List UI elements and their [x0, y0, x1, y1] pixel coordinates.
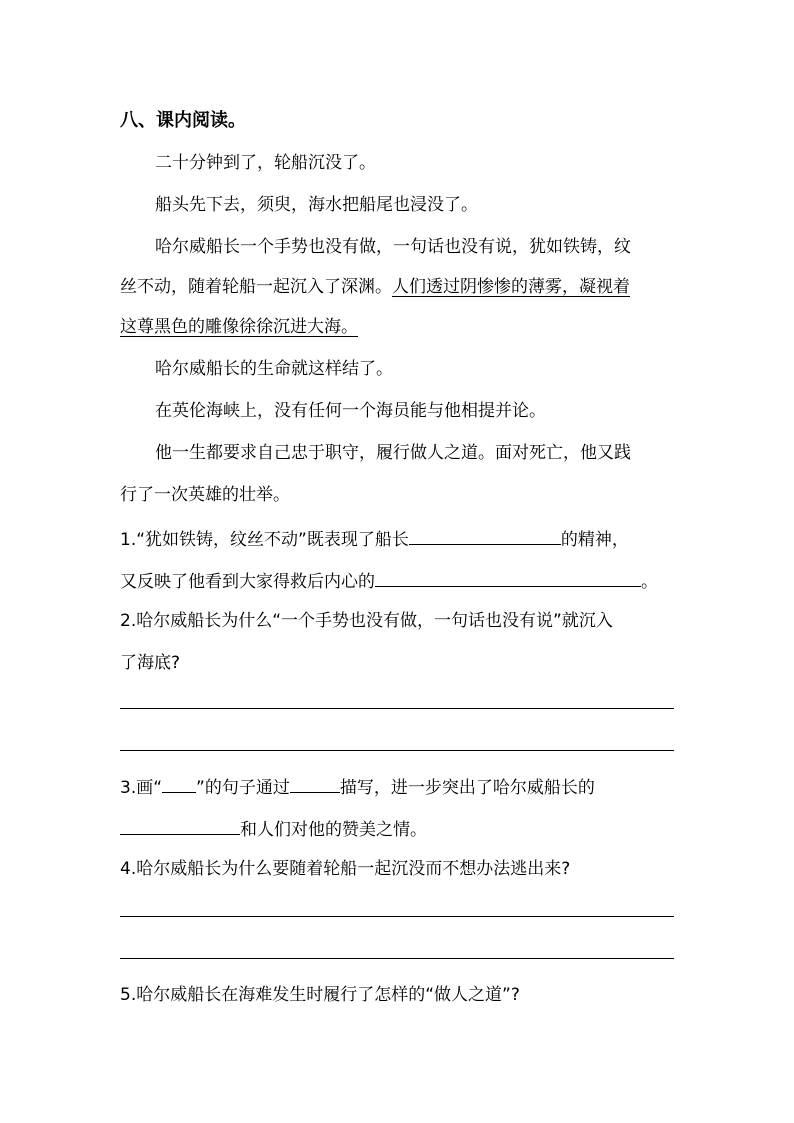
question-3-line-1 — [120, 772, 676, 801]
question-2-line-1: 2.哈尔威船长为什么“一个手势也没有做，一句话也没有说”就沉入 — [120, 611, 613, 631]
question-2-answer-line-2[interactable] — [120, 750, 674, 751]
passage-paragraph-3-line-3 — [120, 314, 676, 340]
question-3-text-a: 3.画“ — [120, 778, 163, 798]
question-3-text-d: 和人们对他的赞美之情。 — [240, 820, 427, 840]
question-1-text-c: 又反映了他看到大家得救后内心的 — [120, 572, 375, 592]
question-4-line: 4.哈尔威船长为什么要随着轮船一起沉没而不想办法逃出来? — [120, 859, 571, 879]
underlined-sentence-part-1: 人们透过阴惨惨的薄雾，凝视着 — [392, 277, 630, 297]
question-3-blank-2[interactable] — [120, 814, 240, 835]
question-1-blank-2[interactable] — [375, 566, 641, 587]
question-5-line: 5.哈尔威船长在海难发生时履行了怎样的“做人之道”? — [120, 985, 520, 1005]
question-1-line-2 — [120, 566, 676, 595]
question-3-text-c: 描写，进一步突出了哈尔威船长的 — [339, 778, 595, 798]
section-title: 八、课内阅读。 — [120, 110, 246, 131]
passage-paragraph-6-line-2: 行了一次英雄的壮举。 — [120, 485, 290, 505]
underlined-sentence-part-2: 这尊黑色的雕像徐徐沉进大海。 — [120, 317, 358, 337]
passage-paragraph-6-line-1: 他一生都要求自己忠于职守，履行做人之道。面对死亡，他又践 — [155, 443, 631, 463]
passage-paragraph-5: 在英伦海峡上，没有任何一个海员能与他相提并论。 — [155, 401, 546, 421]
question-1-text-d: 。 — [641, 572, 658, 592]
question-4-answer-line-1[interactable] — [120, 916, 674, 917]
passage-paragraph-3-line-2 — [120, 274, 676, 300]
passage-paragraph-1: 二十分钟到了，轮船沉没了。 — [155, 153, 376, 173]
question-1-line-1 — [120, 524, 676, 553]
passage-paragraph-2: 船头先下去，须臾，海水把船尾也浸没了。 — [155, 195, 478, 215]
question-3-line-2 — [120, 814, 676, 843]
question-3-blank-1[interactable] — [290, 772, 340, 793]
question-4-answer-line-2[interactable] — [120, 958, 674, 959]
question-1-text-b: 的精神， — [560, 530, 629, 550]
passage-paragraph-3-line-1: 哈尔威船长一个手势也没有做，一句话也没有说，犹如铁铸，纹 — [155, 237, 631, 257]
question-3-text-b: ”的句子通过 — [196, 778, 290, 798]
question-3-underline-sample — [162, 772, 196, 793]
passage-paragraph-4: 哈尔威船长的生命就这样结了。 — [155, 359, 393, 379]
passage-paragraph-3-plain: 丝不动，随着轮船一起沉入了深渊。 — [120, 277, 392, 297]
question-2-answer-line-1[interactable] — [120, 708, 674, 709]
question-1-blank-1[interactable] — [409, 524, 561, 545]
question-2-line-2: 了海底? — [120, 653, 181, 673]
question-1-text-a: 1.“犹如铁铸，纹丝不动”既表现了船长 — [120, 530, 409, 550]
